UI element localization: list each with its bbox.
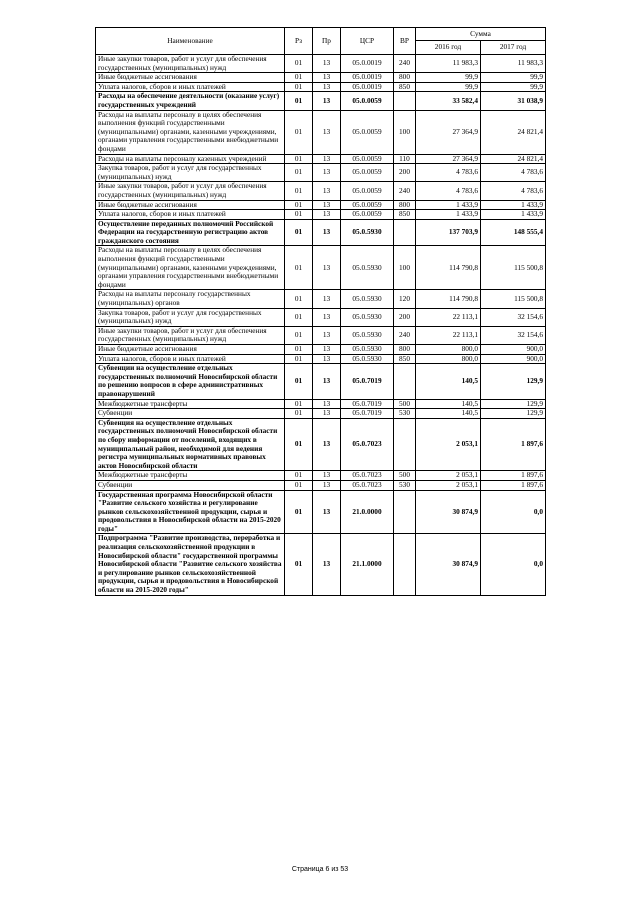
cell-rz: 01	[285, 154, 313, 164]
cell-rz: 01	[285, 110, 313, 154]
cell-sum-2016: 140,5	[416, 399, 481, 409]
cell-name: Уплата налогов, сборов и иных платежей	[96, 210, 285, 220]
cell-vr: 200	[394, 308, 416, 326]
cell-sum-2016: 27 364,9	[416, 110, 481, 154]
cell-rz: 01	[285, 55, 313, 73]
table-row	[96, 364, 546, 399]
table-row	[96, 154, 546, 164]
header-vr: ВР	[394, 28, 416, 55]
cell-name: Субвенции	[96, 480, 285, 490]
header-csr: ЦСР	[341, 28, 394, 55]
cell-csr: 05.0.5930	[341, 246, 394, 290]
cell-pr: 13	[313, 73, 341, 83]
cell-rz: 01	[285, 326, 313, 344]
cell-csr: 21.0.0000	[341, 490, 394, 534]
cell-pr: 13	[313, 92, 341, 110]
cell-csr: 05.0.5930	[341, 308, 394, 326]
cell-rz: 01	[285, 534, 313, 595]
cell-sum-2017: 99,9	[481, 82, 546, 92]
cell-csr: 05.0.0019	[341, 82, 394, 92]
cell-vr	[394, 418, 416, 471]
cell-sum-2016: 1 433,9	[416, 210, 481, 220]
cell-sum-2016: 33 582,4	[416, 92, 481, 110]
cell-csr: 05.0.5930	[341, 290, 394, 308]
cell-name: Закупка товаров, работ и услуг для государственных (муниципальных) нужд	[96, 308, 285, 326]
cell-sum-2017: 31 038,9	[481, 92, 546, 110]
cell-name: Иные закупки товаров, работ и услуг для обеспечения государственных (муниципальных) нужд	[96, 182, 285, 200]
cell-rz: 01	[285, 219, 313, 246]
cell-pr: 13	[313, 534, 341, 595]
table-row	[96, 110, 546, 154]
cell-csr: 05.0.0059	[341, 200, 394, 210]
cell-rz: 01	[285, 210, 313, 220]
cell-pr: 13	[313, 219, 341, 246]
cell-sum-2017: 32 154,6	[481, 308, 546, 326]
cell-name: Расходы на обеспечение деятельности (оказание услуг) государственных учреждений	[96, 92, 285, 110]
cell-vr	[394, 219, 416, 246]
cell-sum-2017: 115 500,8	[481, 246, 546, 290]
cell-name: Субвенции	[96, 409, 285, 419]
cell-pr: 13	[313, 110, 341, 154]
cell-name: Расходы на выплаты персоналу в целях обеспечения выполнения функций государственными (муниципальными) органами, казенными учреждениями, органами управления государственными внебюджетными фондами	[96, 110, 285, 154]
header-sum: Сумма	[416, 28, 546, 41]
cell-name: Расходы на выплаты персоналу казенных учреждений	[96, 154, 285, 164]
cell-rz: 01	[285, 364, 313, 399]
budget-table	[95, 27, 546, 596]
cell-csr: 05.0.7023	[341, 418, 394, 471]
cell-sum-2016: 114 790,8	[416, 290, 481, 308]
cell-pr: 13	[313, 154, 341, 164]
cell-sum-2017: 129,9	[481, 399, 546, 409]
cell-sum-2016: 800,0	[416, 345, 481, 355]
cell-name: Иные бюджетные ассигнования	[96, 73, 285, 83]
cell-sum-2017: 11 983,3	[481, 55, 546, 73]
cell-pr: 13	[313, 210, 341, 220]
cell-csr: 05.0.5930	[341, 354, 394, 364]
cell-pr: 13	[313, 326, 341, 344]
cell-sum-2016: 22 113,1	[416, 308, 481, 326]
cell-vr: 120	[394, 290, 416, 308]
cell-sum-2017: 900,0	[481, 345, 546, 355]
cell-sum-2016: 99,9	[416, 82, 481, 92]
cell-pr: 13	[313, 308, 341, 326]
cell-vr: 800	[394, 200, 416, 210]
cell-pr: 13	[313, 409, 341, 419]
cell-name: Иные бюджетные ассигнования	[96, 345, 285, 355]
cell-csr: 05.0.7019	[341, 399, 394, 409]
cell-vr: 240	[394, 326, 416, 344]
cell-csr: 05.0.0059	[341, 182, 394, 200]
cell-csr: 05.0.7019	[341, 409, 394, 419]
cell-pr: 13	[313, 55, 341, 73]
cell-name: Государственная программа Новосибирской области "Развитие сельского хозяйства и регулирование рынков сельскохозяйственной продукции, сырья и продовольствия в Новосибирской области на 2015-2020 годы"	[96, 490, 285, 534]
header-year-2017: 2017 год	[481, 41, 546, 55]
cell-rz: 01	[285, 345, 313, 355]
cell-sum-2016: 1 433,9	[416, 200, 481, 210]
table-row	[96, 210, 546, 220]
cell-vr: 530	[394, 480, 416, 490]
cell-sum-2016: 27 364,9	[416, 154, 481, 164]
cell-csr: 05.0.7023	[341, 471, 394, 481]
cell-rz: 01	[285, 82, 313, 92]
table-row	[96, 471, 546, 481]
cell-csr: 05.0.5930	[341, 326, 394, 344]
cell-vr: 530	[394, 409, 416, 419]
cell-pr: 13	[313, 345, 341, 355]
table-row	[96, 164, 546, 182]
table-header	[96, 28, 546, 55]
table-row	[96, 82, 546, 92]
table-row	[96, 326, 546, 344]
cell-name: Уплата налогов, сборов и иных платежей	[96, 82, 285, 92]
cell-pr: 13	[313, 82, 341, 92]
cell-sum-2017: 4 783,6	[481, 182, 546, 200]
cell-sum-2016: 2 053,1	[416, 471, 481, 481]
cell-rz: 01	[285, 200, 313, 210]
cell-sum-2016: 2 053,1	[416, 480, 481, 490]
cell-name: Иные бюджетные ассигнования	[96, 200, 285, 210]
cell-name: Расходы на выплаты персоналу в целях обеспечения выполнения функций государственными (муниципальными) органами, казенными учреждениями, органами управления государственными внебюджетными фондами	[96, 246, 285, 290]
cell-sum-2017: 24 821,4	[481, 110, 546, 154]
table-row	[96, 399, 546, 409]
cell-vr: 200	[394, 164, 416, 182]
table-body	[96, 55, 546, 596]
cell-name: Межбюджетные трансферты	[96, 399, 285, 409]
cell-csr: 21.1.0000	[341, 534, 394, 595]
cell-vr: 500	[394, 471, 416, 481]
header-name: Наименование	[96, 28, 285, 55]
cell-pr: 13	[313, 290, 341, 308]
cell-csr: 05.0.7019	[341, 364, 394, 399]
cell-sum-2017: 32 154,6	[481, 326, 546, 344]
cell-sum-2016: 800,0	[416, 354, 481, 364]
table-row	[96, 354, 546, 364]
cell-sum-2017: 24 821,4	[481, 154, 546, 164]
cell-csr: 05.0.0059	[341, 164, 394, 182]
cell-pr: 13	[313, 399, 341, 409]
cell-pr: 13	[313, 164, 341, 182]
cell-name: Межбюджетные трансферты	[96, 471, 285, 481]
cell-pr: 13	[313, 246, 341, 290]
cell-vr	[394, 92, 416, 110]
cell-sum-2016: 4 783,6	[416, 182, 481, 200]
cell-rz: 01	[285, 471, 313, 481]
cell-rz: 01	[285, 73, 313, 83]
cell-sum-2017: 1 433,9	[481, 200, 546, 210]
cell-vr: 240	[394, 55, 416, 73]
page-number: Страница 6 из 53	[291, 866, 349, 873]
cell-vr	[394, 490, 416, 534]
cell-sum-2017: 148 555,4	[481, 219, 546, 246]
header-pr: Пр	[313, 28, 341, 55]
cell-rz: 01	[285, 354, 313, 364]
cell-rz: 01	[285, 182, 313, 200]
cell-sum-2017: 0,0	[481, 534, 546, 595]
cell-csr: 05.0.7023	[341, 480, 394, 490]
cell-sum-2016: 140,5	[416, 409, 481, 419]
table-row	[96, 490, 546, 534]
cell-sum-2017: 1 897,6	[481, 480, 546, 490]
cell-vr: 100	[394, 246, 416, 290]
cell-rz: 01	[285, 480, 313, 490]
cell-csr: 05.0.5930	[341, 345, 394, 355]
table-row	[96, 308, 546, 326]
cell-vr: 800	[394, 73, 416, 83]
cell-name: Подпрограмма "Развитие производства, переработка и реализация сельскохозяйственной продукции в Новосибирской области" государственной программы Новосибирской области "Развитие сельского хозяйства и регулирование рынков сельскохозяйственной продукции, сырья и продовольствия в Новосибирской области на 2015-2020 годы"	[96, 534, 285, 595]
cell-sum-2016: 22 113,1	[416, 326, 481, 344]
table-row	[96, 418, 546, 471]
cell-sum-2017: 4 783,6	[481, 164, 546, 182]
cell-name: Уплата налогов, сборов и иных платежей	[96, 354, 285, 364]
cell-vr: 240	[394, 182, 416, 200]
cell-sum-2017: 900,0	[481, 354, 546, 364]
cell-rz: 01	[285, 92, 313, 110]
cell-csr: 05.0.0059	[341, 92, 394, 110]
header-year-2016: 2016 год	[416, 41, 481, 55]
table-row	[96, 534, 546, 595]
cell-vr: 850	[394, 82, 416, 92]
cell-rz: 01	[285, 399, 313, 409]
cell-vr: 850	[394, 210, 416, 220]
cell-name: Осуществление переданных полномочий Российской Федерации на государственную регистрацию актов гражданского состояния	[96, 219, 285, 246]
cell-sum-2017: 0,0	[481, 490, 546, 534]
cell-name: Закупка товаров, работ и услуг для государственных (муниципальных) нужд	[96, 164, 285, 182]
cell-sum-2016: 2 053,1	[416, 418, 481, 471]
cell-pr: 13	[313, 182, 341, 200]
cell-csr: 05.0.0019	[341, 73, 394, 83]
cell-sum-2016: 30 874,9	[416, 490, 481, 534]
cell-sum-2017: 129,9	[481, 409, 546, 419]
cell-rz: 01	[285, 308, 313, 326]
cell-name: Субвенции на осуществление отдельных государственных полномочий Новосибирской области по решению вопросов в сфере административных правонарушений	[96, 364, 285, 399]
cell-sum-2016: 4 783,6	[416, 164, 481, 182]
cell-sum-2017: 1 897,6	[481, 471, 546, 481]
cell-sum-2017: 129,9	[481, 364, 546, 399]
cell-pr: 13	[313, 200, 341, 210]
table-row	[96, 92, 546, 110]
cell-pr: 13	[313, 364, 341, 399]
cell-sum-2016: 30 874,9	[416, 534, 481, 595]
cell-rz: 01	[285, 246, 313, 290]
cell-sum-2017: 99,9	[481, 73, 546, 83]
cell-sum-2016: 114 790,8	[416, 246, 481, 290]
table-row	[96, 345, 546, 355]
table-row	[96, 73, 546, 83]
cell-vr: 850	[394, 354, 416, 364]
cell-pr: 13	[313, 471, 341, 481]
cell-vr	[394, 534, 416, 595]
cell-rz: 01	[285, 409, 313, 419]
cell-name: Субвенция на осуществление отдельных государственных полномочий Новосибирской области по сбору информации от поселений, входящих в муниципальный район, необходимой для ведения регистра муниципальных нормативных правовых актов Новосибирской области	[96, 418, 285, 471]
table-row	[96, 480, 546, 490]
cell-pr: 13	[313, 480, 341, 490]
cell-sum-2017: 1 897,6	[481, 418, 546, 471]
cell-sum-2016: 11 983,3	[416, 55, 481, 73]
cell-name: Иные закупки товаров, работ и услуг для обеспечения государственных (муниципальных) нужд	[96, 55, 285, 73]
cell-vr: 800	[394, 345, 416, 355]
table-row	[96, 182, 546, 200]
cell-vr: 110	[394, 154, 416, 164]
table-row	[96, 290, 546, 308]
cell-rz: 01	[285, 490, 313, 534]
cell-pr: 13	[313, 354, 341, 364]
cell-pr: 13	[313, 418, 341, 471]
cell-sum-2016: 140,5	[416, 364, 481, 399]
cell-csr: 05.0.0059	[341, 210, 394, 220]
cell-vr: 100	[394, 110, 416, 154]
cell-csr: 05.0.0019	[341, 55, 394, 73]
cell-vr	[394, 364, 416, 399]
cell-name: Иные закупки товаров, работ и услуг для обеспечения государственных (муниципальных) нужд	[96, 326, 285, 344]
cell-rz: 01	[285, 290, 313, 308]
cell-csr: 05.0.5930	[341, 219, 394, 246]
cell-csr: 05.0.0059	[341, 110, 394, 154]
cell-sum-2016: 99,9	[416, 73, 481, 83]
cell-sum-2017: 115 500,8	[481, 290, 546, 308]
cell-pr: 13	[313, 490, 341, 534]
table-row	[96, 55, 546, 73]
cell-rz: 01	[285, 164, 313, 182]
cell-name: Расходы на выплаты персоналу государственных (муниципальных) органов	[96, 290, 285, 308]
cell-csr: 05.0.0059	[341, 154, 394, 164]
cell-rz: 01	[285, 418, 313, 471]
cell-sum-2017: 1 433,9	[481, 210, 546, 220]
table-row	[96, 200, 546, 210]
header-rz: Рз	[285, 28, 313, 55]
table-row	[96, 409, 546, 419]
table-row	[96, 219, 546, 246]
cell-sum-2016: 137 703,9	[416, 219, 481, 246]
table-row	[96, 246, 546, 290]
cell-vr: 500	[394, 399, 416, 409]
